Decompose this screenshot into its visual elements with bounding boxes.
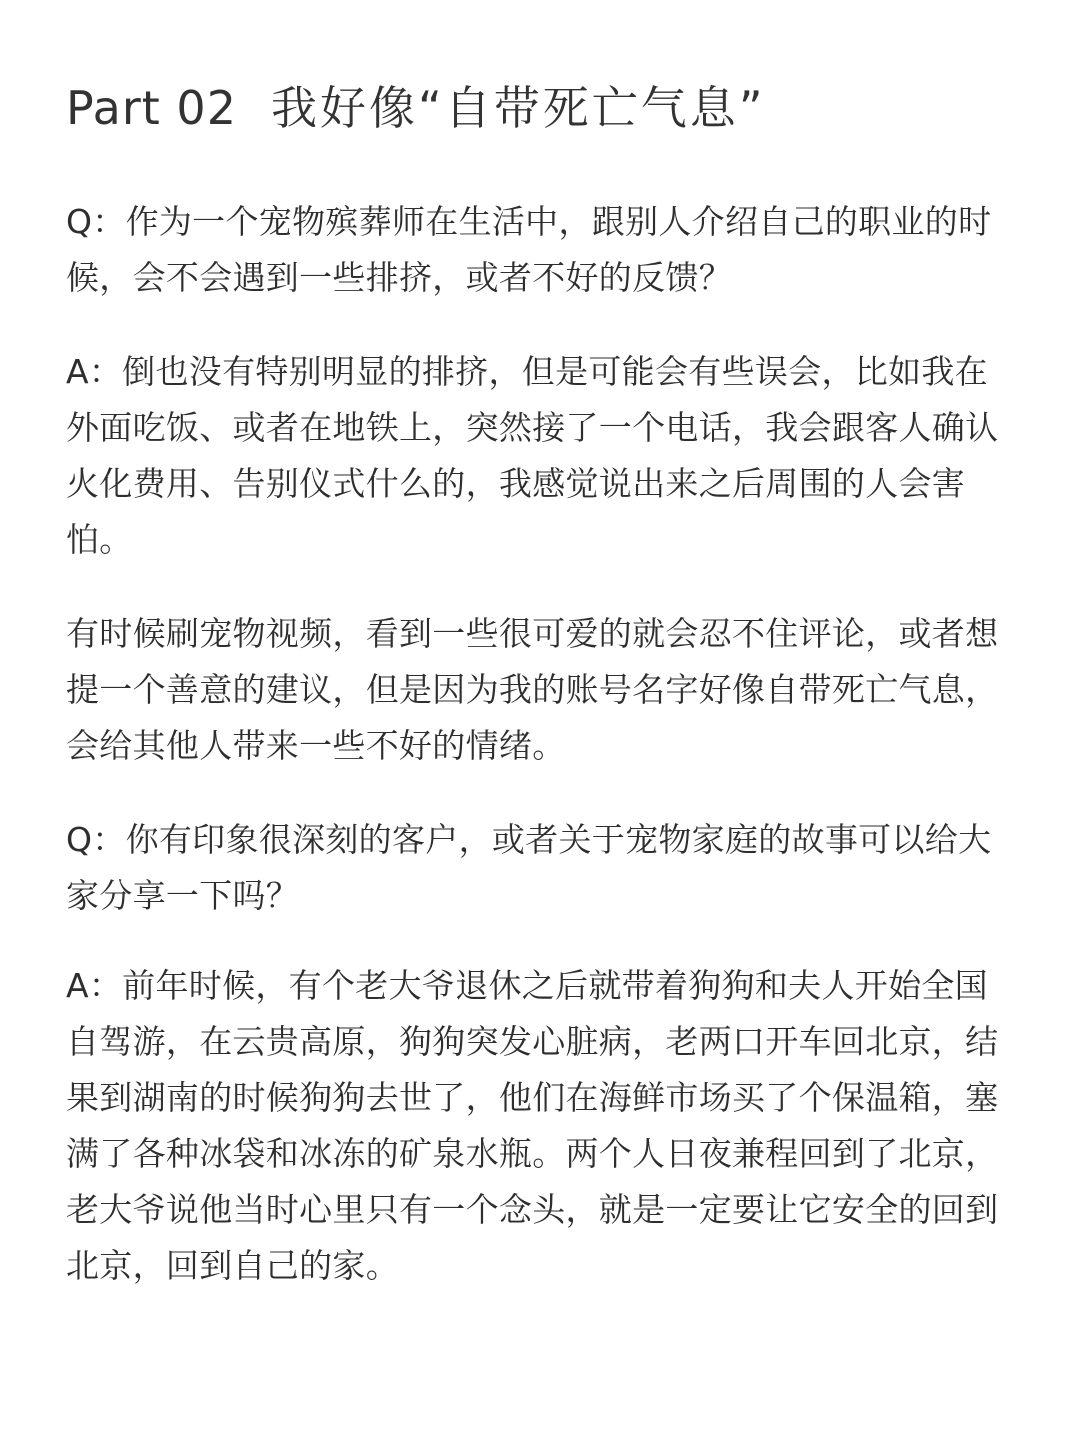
question-paragraph: Q：作为一个宠物殡葬师在生活中，跟别人介绍自己的职业的时候，会不会遇到一些排挤，或者不好的反馈？ xyxy=(66,202,992,297)
answer-continued-paragraph: 有时候刷宠物视频，看到一些很可爱的就会忍不住评论，或者想提一个善意的建议，但是因为我的账号名字好像自带死亡气息，会给其他人带来一些不好的情绪。 xyxy=(66,614,999,765)
section-title: 我好像“自带死亡气息” xyxy=(270,81,766,135)
section-number: Part 02 xyxy=(66,81,237,135)
answer-paragraph: A：前年时候，有个老大爷退休之后就带着狗狗和夫人开始全国自驾游，在云贵高原，狗狗突发心脏病，老两口开车回北京，结果到湖南的时候狗狗去世了，他们在海鲜市场买了个保温箱，塞满了各种冰袋和冰冻的矿泉水瓶。两个人日夜兼程回到了北京，老大爷说他当时心里只有一个念头，就是一定要让它安全的回到北京，回到自己的家。 xyxy=(66,966,999,1285)
section-heading xyxy=(66,76,1020,140)
answer-paragraph: A：倒也没有特别明显的排挤，但是可能会有些误会，比如我在外面吃饭、或者在地铁上，突然接了一个电话，我会跟客人确认火化费用、告别仪式什么的，我感觉说出来之后周围的人会害怕。 xyxy=(66,352,999,559)
question-paragraph: Q：你有印象很深刻的客户，或者关于宠物家庭的故事可以给大家分享一下吗？ xyxy=(66,820,992,915)
